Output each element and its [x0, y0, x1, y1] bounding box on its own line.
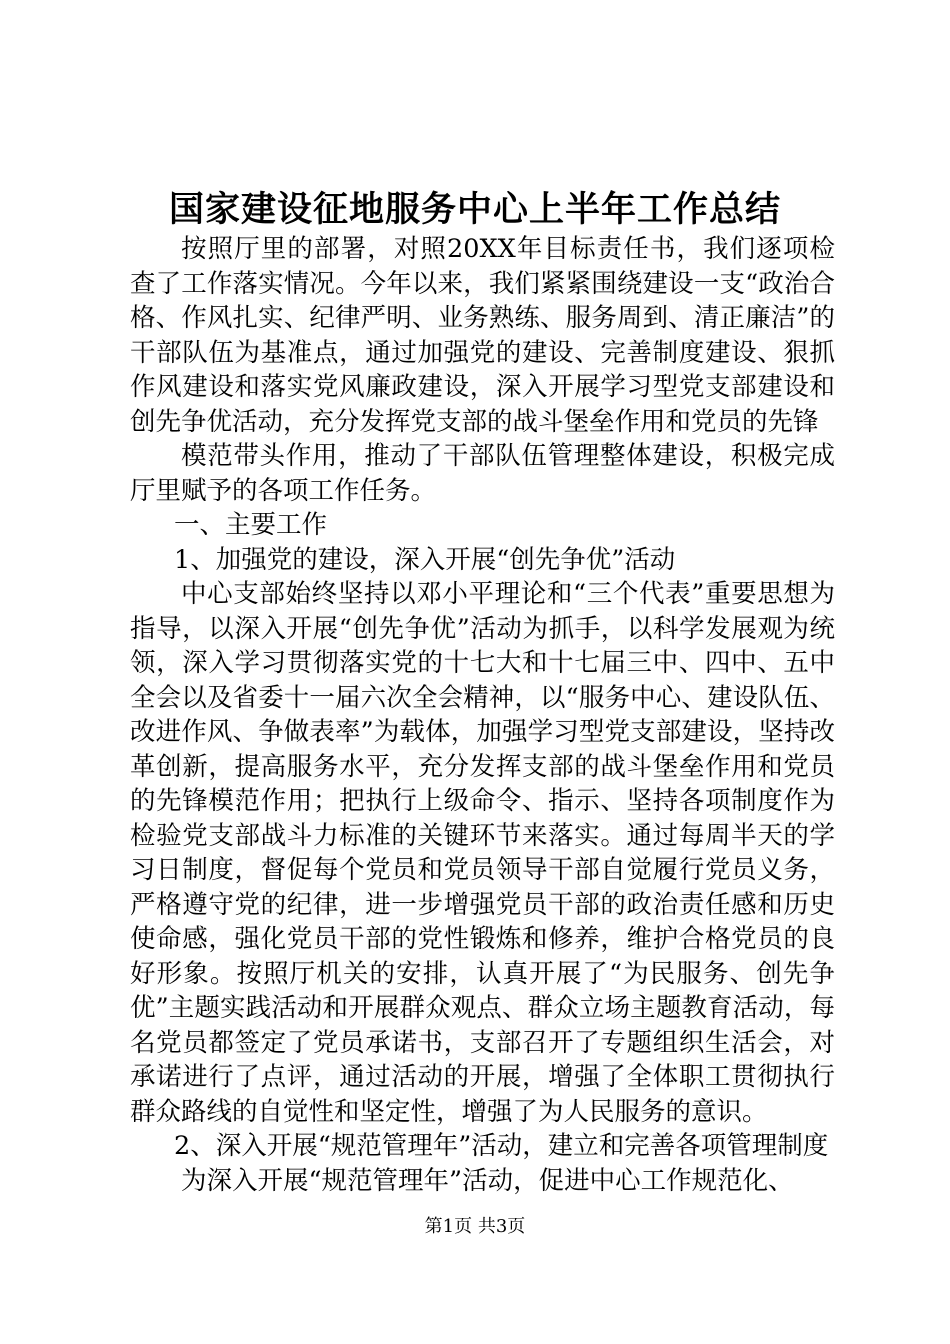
section-heading-main-work: 一、主要工作 [174, 510, 328, 540]
paragraph-intro: 按照厅里的部署，对照20XX年目标责任书，我们逐项检查了工作落实情况。今年以来，我们紧紧围绕建设一支“政治合格、作风扎实、纪律严明、业务熟练、服务周到、清正廉洁”的干部队伍为基准点，通过加强党的建设、完善制度建设、狠抓作风建设和落实党风廉政建设，深入开展学习型党支部建设和创先争优活动，充分发挥党支部的战斗堡垒作用和党员的先锋 [130, 234, 835, 437]
document-title: 国家建设征地服务中心上半年工作总结 [168, 189, 781, 230]
paragraph-standard-management: 为深入开展“规范管理年”活动，促进中心工作规范化、 [181, 1165, 794, 1196]
page-number: 第1页 共3页 [424, 1216, 526, 1237]
paragraph-party-building: 中心支部始终坚持以邓小平理论和“三个代表”重要思想为指导，以深入开展“创先争优”活动为抓手，以科学发展观为统领，深入学习贯彻落实党的十七大和十七届三中、四中、五中全会以及省委十一届六次全会精神，以“服务中心、建设队伍、改进作风、争做表率”为载体，加强学习型党支部建设，坚持改革创新，提高服务水平，充分发挥支部的战斗堡垒作用和党员的先锋模范作用；把执行上级命令、指示、坚持各项制度作为检验党支部战斗力标准的关键环节来落实。通过每周半天的学习日制度，督促每个党员和党员领导干部自觉履行党员义务，严格遵守党的纪律，进一步增强党员干部的政治责任感和历史使命感，强化党员干部的党性锻炼和修养，维护合格党员的良好形象。按照厅机关的安排，认真开展了“为民服务、创先争优”主题实践活动和开展群众观点、群众立场主题教育活动，每名党员都签定了党员承诺书，支部召开了专题组织生活会，对承诺进行了点评，通过活动的开展，增强了全体职工贯彻执行群众路线的自觉性和坚定性，增强了为人民服务的意识。 [130, 579, 835, 1127]
subheading-standard-management: 2、深入开展“规范管理年”活动，建立和完善各项管理制度 [174, 1131, 829, 1161]
subheading-party-building: 1、加强党的建设，深入开展“创先争优”活动 [174, 544, 676, 575]
document-body [130, 232, 835, 1198]
paragraph-intro-continued: 模范带头作用，推动了干部队伍管理整体建设，积极完成厅里赋予的各项工作任务。 [130, 441, 835, 506]
